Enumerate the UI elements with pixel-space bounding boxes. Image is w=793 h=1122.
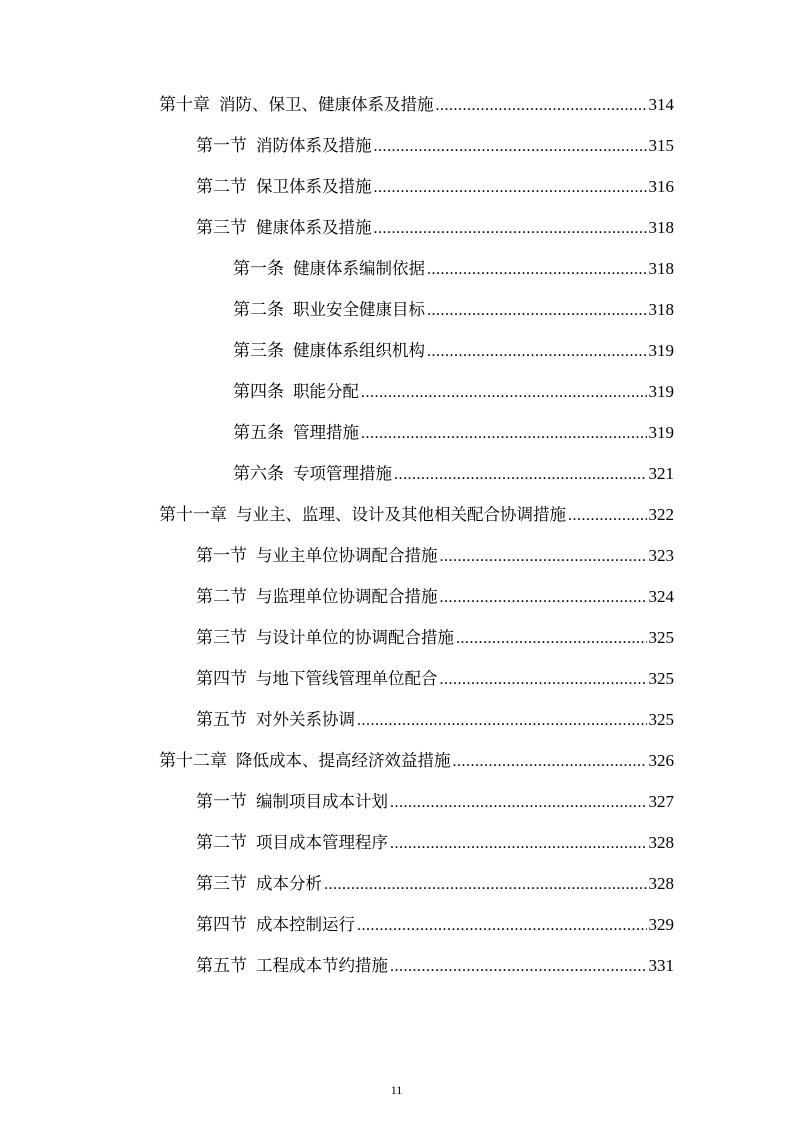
dot-leader xyxy=(453,747,647,777)
dot-leader xyxy=(456,624,647,654)
toc-entry-title: 对外关系协调 xyxy=(256,710,355,729)
toc-entry-number: 第六条 xyxy=(233,464,284,483)
toc-entry-article[interactable] xyxy=(233,459,674,489)
dot-leader xyxy=(324,870,647,900)
toc-entry-number: 第五节 xyxy=(196,710,247,729)
toc-entry-number: 第二条 xyxy=(233,300,284,319)
toc-entry-section[interactable] xyxy=(196,787,674,817)
dot-leader xyxy=(427,337,647,367)
toc-entry-title: 与监理单位协调配合措施 xyxy=(256,587,438,606)
toc-entry-title: 与地下管线管理单位配合 xyxy=(256,669,438,688)
toc-entry-page: 323 xyxy=(648,546,674,565)
toc-entry-title: 健康体系组织机构 xyxy=(293,341,425,360)
toc-entry-section[interactable] xyxy=(196,541,674,571)
toc-entry-page: 328 xyxy=(648,833,674,852)
toc-entry-page: 324 xyxy=(648,587,674,606)
toc-entry-article[interactable] xyxy=(233,254,674,284)
toc-entry-number: 第二节 xyxy=(196,177,247,196)
toc-entry-section[interactable] xyxy=(196,828,674,858)
toc-entry-article[interactable] xyxy=(233,377,674,407)
dot-leader xyxy=(361,419,647,449)
dot-leader xyxy=(568,501,647,531)
toc-entry-title: 成本分析 xyxy=(256,874,322,893)
toc-entry-title: 健康体系及措施 xyxy=(256,218,372,237)
toc-entry-section[interactable] xyxy=(196,131,674,161)
toc-entry-section[interactable] xyxy=(196,951,674,981)
dot-leader xyxy=(394,460,647,490)
toc-entry-title: 降低成本、提高经济效益措施 xyxy=(236,751,451,770)
dot-leader xyxy=(374,132,647,162)
dot-leader xyxy=(357,911,647,941)
toc-entry-article[interactable] xyxy=(233,336,674,366)
dot-leader xyxy=(374,214,647,244)
toc-entry-page: 326 xyxy=(648,751,674,770)
toc-entry-number: 第十一章 xyxy=(159,505,227,524)
toc-entry-title: 消防、保卫、健康体系及措施 xyxy=(219,95,434,114)
toc-entry-chapter[interactable] xyxy=(159,500,674,530)
toc-entry-section[interactable] xyxy=(196,910,674,940)
dot-leader xyxy=(427,255,647,285)
toc-entry-article[interactable] xyxy=(233,295,674,325)
toc-entry-title: 成本控制运行 xyxy=(256,915,355,934)
toc-entry-title: 消防体系及措施 xyxy=(256,136,372,155)
toc-entry-title: 职能分配 xyxy=(293,382,359,401)
toc-entry-number: 第三节 xyxy=(196,218,247,237)
dot-leader xyxy=(440,665,647,695)
toc-entry-section[interactable] xyxy=(196,869,674,899)
toc-entry-section[interactable] xyxy=(196,705,674,735)
toc-entry-title: 管理措施 xyxy=(293,423,359,442)
toc-entry-page: 316 xyxy=(648,177,674,196)
toc-entry-title: 与业主单位协调配合措施 xyxy=(256,546,438,565)
toc-entry-number: 第五节 xyxy=(196,956,247,975)
toc-entry-title: 职业安全健康目标 xyxy=(293,300,425,319)
toc-entry-page: 327 xyxy=(648,792,674,811)
dot-leader xyxy=(361,378,647,408)
toc-entry-number: 第四节 xyxy=(196,915,247,934)
dot-leader xyxy=(440,583,647,613)
dot-leader xyxy=(390,952,647,982)
toc-entry-number: 第一节 xyxy=(196,546,247,565)
toc-entry-page: 329 xyxy=(648,915,674,934)
toc-entry-page: 325 xyxy=(648,628,674,647)
toc-entry-title: 健康体系编制依据 xyxy=(293,259,425,278)
toc-entry-title: 编制项目成本计划 xyxy=(256,792,388,811)
page-number: 11 xyxy=(390,1083,403,1097)
toc-entry-chapter[interactable] xyxy=(159,746,674,776)
toc-entry-number: 第一节 xyxy=(196,136,247,155)
toc-entry-page: 321 xyxy=(648,464,674,483)
toc-entry-chapter[interactable] xyxy=(159,90,674,120)
toc-entry-number: 第一节 xyxy=(196,792,247,811)
dot-leader xyxy=(357,706,647,736)
toc-entry-page: 322 xyxy=(648,505,674,524)
dot-leader xyxy=(390,788,647,818)
toc-entry-page: 318 xyxy=(648,218,674,237)
toc-entry-page: 318 xyxy=(648,259,674,278)
toc-entry-number: 第十章 xyxy=(159,95,210,114)
toc-entry-number: 第二节 xyxy=(196,587,247,606)
toc-entry-page: 325 xyxy=(648,669,674,688)
dot-leader xyxy=(436,91,647,121)
dot-leader xyxy=(374,173,647,203)
toc-entry-page: 331 xyxy=(648,956,674,975)
toc-entry-number: 第二节 xyxy=(196,833,247,852)
toc-entry-number: 第十二章 xyxy=(159,751,227,770)
toc-entry-title: 保卫体系及措施 xyxy=(256,177,372,196)
toc-entry-title: 专项管理措施 xyxy=(293,464,392,483)
toc-entry-number: 第四条 xyxy=(233,382,284,401)
toc-entry-number: 第四节 xyxy=(196,669,247,688)
toc-entry-page: 319 xyxy=(648,341,674,360)
toc-entry-number: 第三节 xyxy=(196,628,247,647)
toc-entry-title: 与业主、监理、设计及其他相关配合协调措施 xyxy=(236,505,566,524)
toc-entry-section[interactable] xyxy=(196,213,674,243)
dot-leader xyxy=(427,296,647,326)
toc-entry-number: 第三条 xyxy=(233,341,284,360)
toc-entry-page: 319 xyxy=(648,382,674,401)
toc-entry-section[interactable] xyxy=(196,623,674,653)
toc-entry-page: 315 xyxy=(648,136,674,155)
toc-entry-article[interactable] xyxy=(233,418,674,448)
toc-entry-page: 328 xyxy=(648,874,674,893)
toc-entry-page: 325 xyxy=(648,710,674,729)
toc-entry-title: 工程成本节约措施 xyxy=(256,956,388,975)
toc-entry-number: 第三节 xyxy=(196,874,247,893)
toc-entry-number: 第一条 xyxy=(233,259,284,278)
toc-entry-page: 318 xyxy=(648,300,674,319)
dot-leader xyxy=(390,829,647,859)
toc-entry-number: 第五条 xyxy=(233,423,284,442)
toc-entry-title: 项目成本管理程序 xyxy=(256,833,388,852)
toc-entry-page: 319 xyxy=(648,423,674,442)
dot-leader xyxy=(440,542,647,572)
toc-entry-section[interactable] xyxy=(196,664,674,694)
toc-entry-section[interactable] xyxy=(196,582,674,612)
toc-entry-title: 与设计单位的协调配合措施 xyxy=(256,628,454,647)
toc-entry-page: 314 xyxy=(648,95,674,114)
toc-entry-section[interactable] xyxy=(196,172,674,202)
